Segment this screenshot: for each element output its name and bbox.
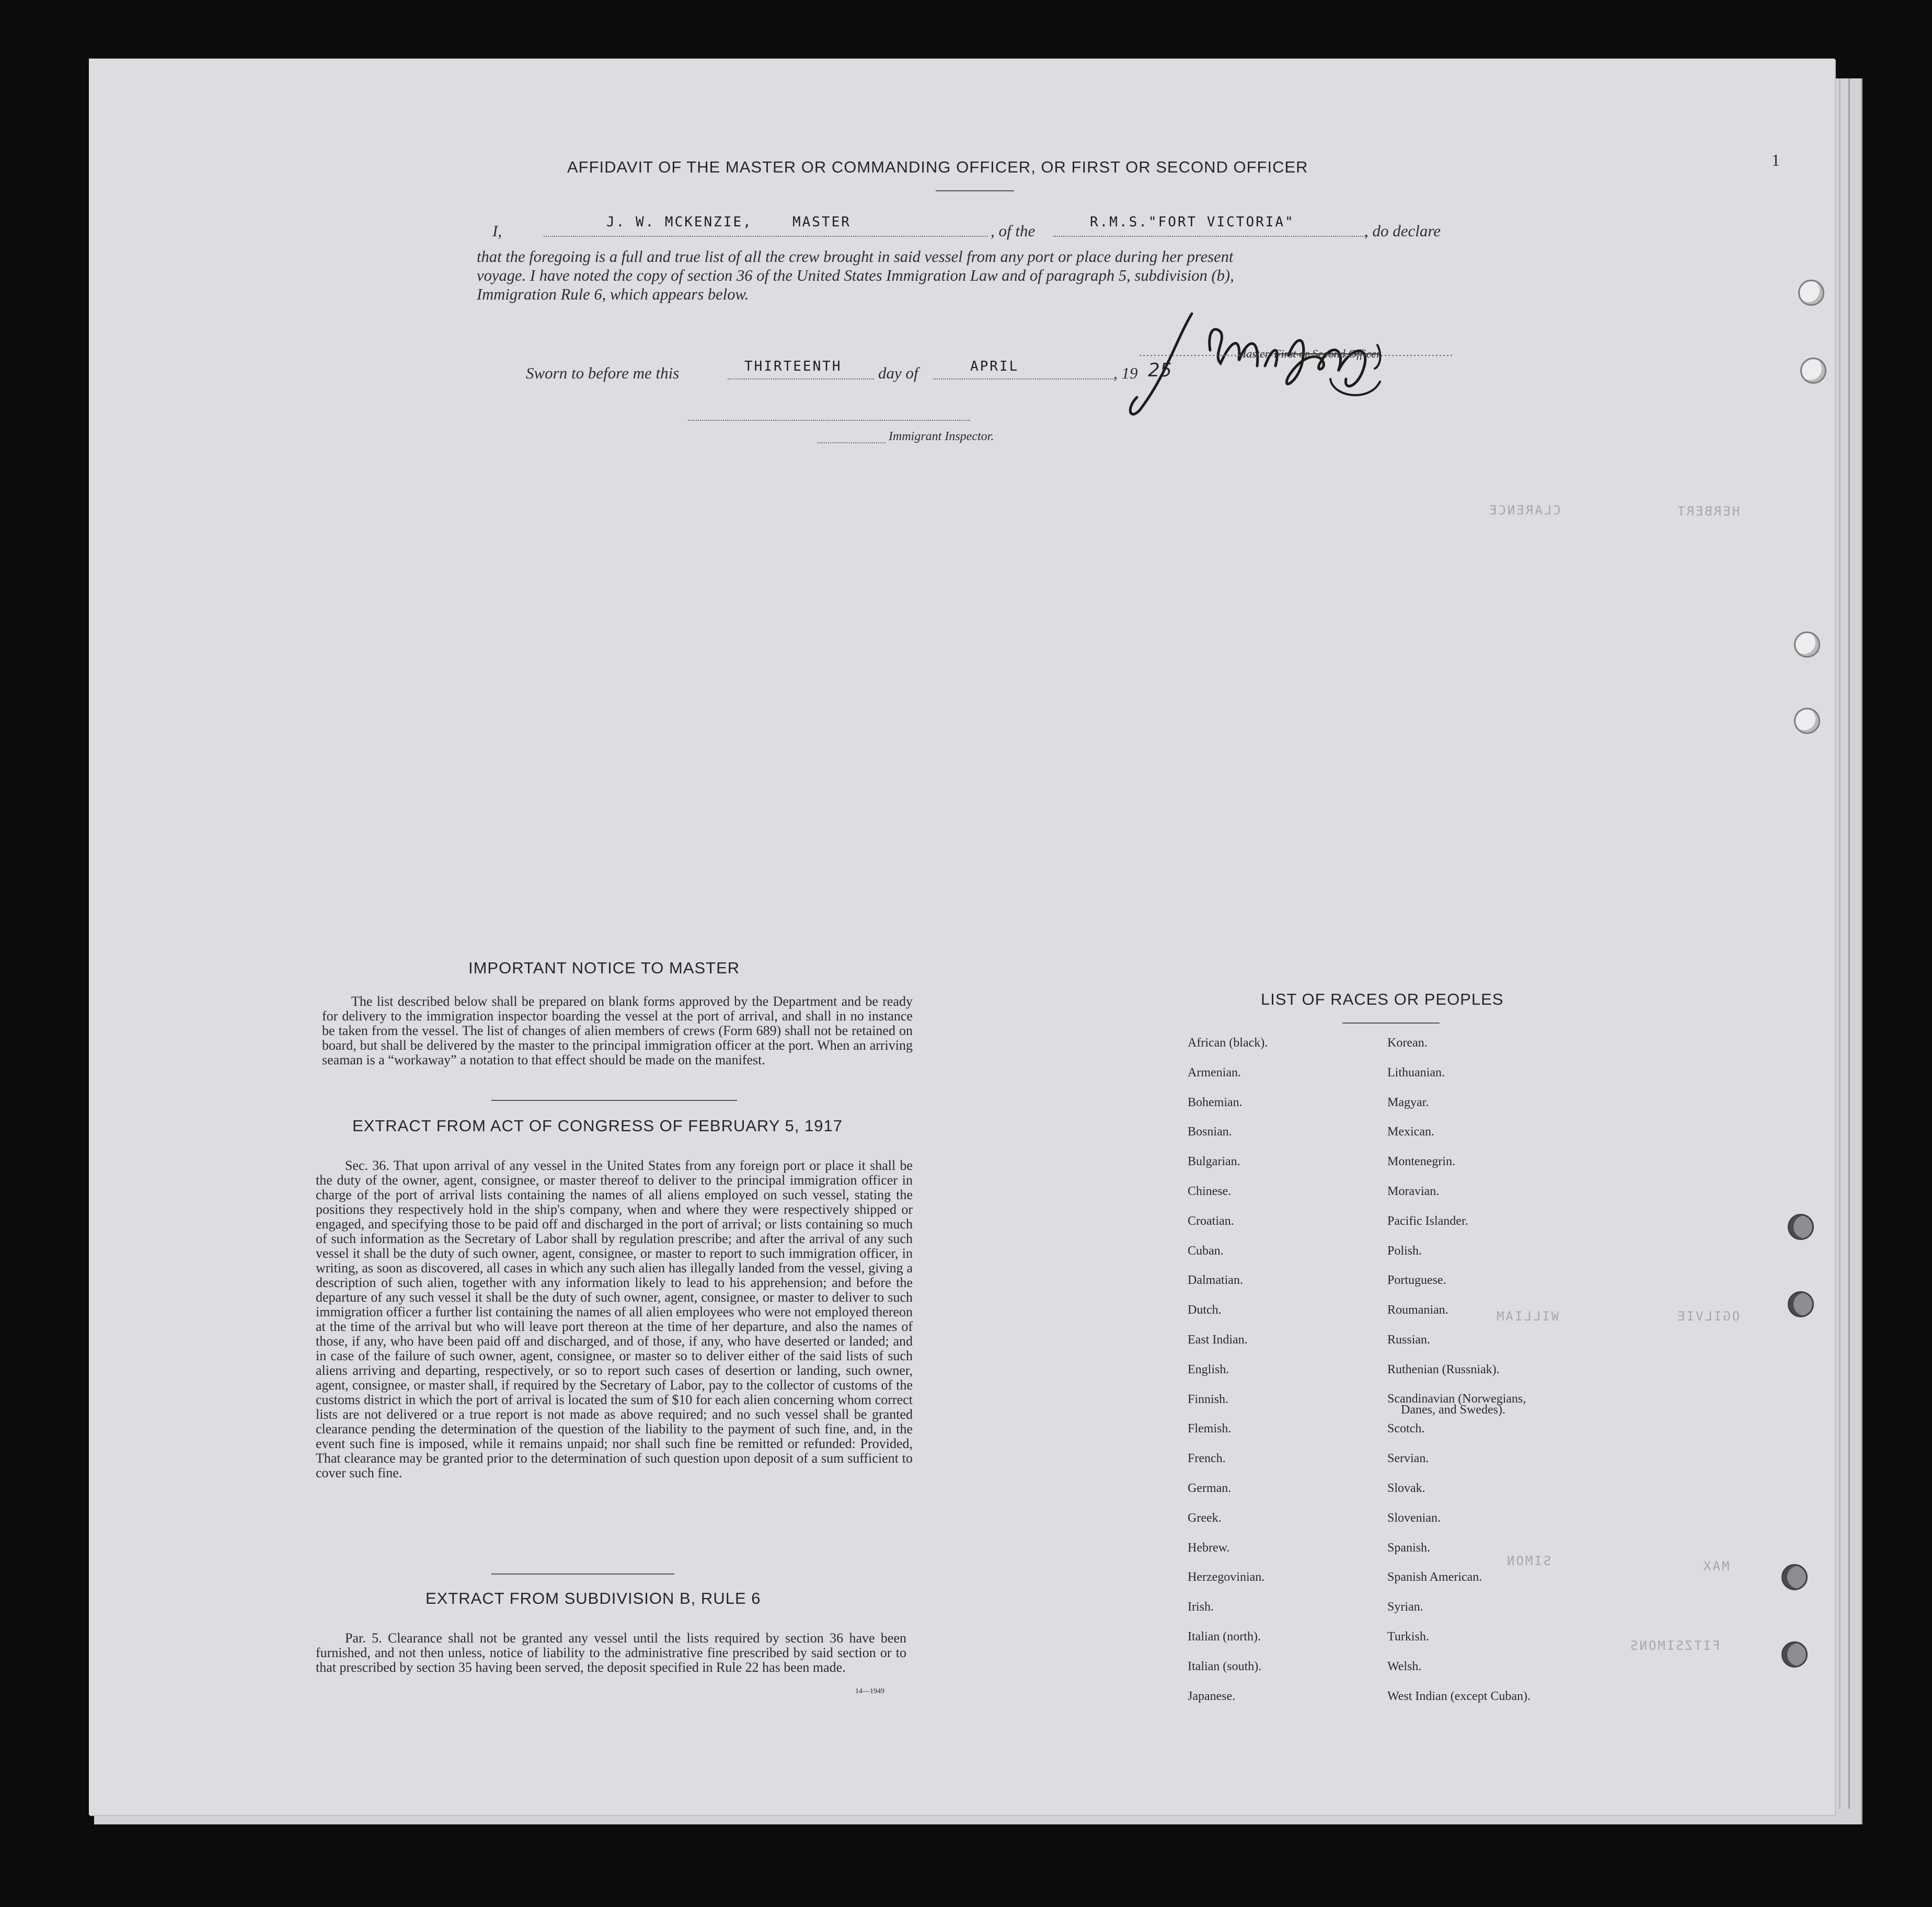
master-name: J. W. MCKENZIE, (606, 214, 753, 230)
year-suffix: 25 (1148, 360, 1172, 381)
ghost-mark: WILLIAM (1495, 1309, 1559, 1324)
race-item: African (black). (1188, 1036, 1268, 1050)
races-heading-rule (1342, 1023, 1440, 1024)
year-prefix: , 19 (1113, 364, 1138, 382)
race-item: Mexican. (1387, 1125, 1434, 1139)
race-item: Spanish. (1387, 1541, 1431, 1555)
race-item: Japanese. (1188, 1689, 1236, 1703)
inspector-caption-line (818, 442, 886, 443)
of-the-label: , of the (991, 222, 1036, 240)
race-item: Ruthenian (Russniak). (1387, 1362, 1500, 1376)
do-declare-label: , do declare (1364, 222, 1441, 240)
race-item: Slovenian. (1387, 1511, 1441, 1525)
ghost-mark: CLARENCE (1488, 503, 1561, 518)
race-item: Hebrew. (1188, 1541, 1230, 1555)
race-item: Lithuanian. (1387, 1065, 1445, 1079)
affidavit-line-2: that the foregoing is a full and true list of all the crew brought in said vessel from any port or place during her present (477, 248, 1234, 266)
race-item: Roumanian. (1387, 1303, 1448, 1317)
race-item: West Indian (except Cuban). (1387, 1689, 1531, 1703)
race-item-continuation: Danes, and Swedes). (1401, 1403, 1505, 1417)
race-item: Polish. (1387, 1244, 1422, 1258)
race-item: Dutch. (1188, 1303, 1222, 1317)
section-rule (491, 1100, 737, 1101)
race-item: Slovak. (1387, 1481, 1425, 1495)
race-item: Italian (south). (1188, 1659, 1262, 1673)
sworn-month: APRIL (970, 359, 1019, 374)
punch-hole (1781, 1641, 1808, 1668)
document-page (89, 59, 1835, 1815)
race-item: Flemish. (1188, 1422, 1232, 1436)
master-signature (1108, 303, 1464, 423)
day-blank-line (728, 378, 874, 380)
vessel-blank-line (1053, 236, 1367, 237)
race-item: East Indian. (1188, 1332, 1248, 1347)
race-item: Scandinavian (Norwegians, (1387, 1392, 1526, 1406)
race-item: Bosnian. (1188, 1125, 1232, 1139)
race-item: German. (1188, 1481, 1232, 1495)
race-item: Italian (north). (1188, 1629, 1261, 1644)
races-heading: LIST OF RACES OR PEOPLES (1261, 990, 1504, 1008)
rule-extract-text: Par. 5. Clearance shall not be granted any vessel until the lists required by section 36 have been furnished, and not then unless, notice of liability to the administrative fine prescribed by said section or to that prescribed by section 35 having been served, the deposit specified in Rule 22 has been made. (316, 1630, 906, 1675)
race-item: Montenegrin. (1387, 1155, 1455, 1169)
vessel-name: R.M.S."FORT VICTORIA" (1090, 214, 1295, 230)
sworn-prefix: Sworn to before me this (526, 364, 680, 382)
punch-hole (1794, 708, 1820, 734)
signature-caption-lead: Master, (1237, 347, 1271, 360)
affidavit-lead: I, (492, 222, 502, 240)
form-number: 14—1949 (855, 1687, 884, 1695)
race-item: Armenian. (1188, 1065, 1241, 1079)
ghost-mark: HERBERT (1676, 504, 1740, 519)
signature-caption (1237, 347, 1383, 361)
act-extract-heading: EXTRACT FROM ACT OF CONGRESS OF FEBRUARY 5, 1917 (352, 1117, 843, 1135)
ghost-mark: FITZSIMONS (1629, 1638, 1720, 1653)
race-item: Moravian. (1387, 1184, 1440, 1198)
ghost-mark: SIMON (1505, 1554, 1551, 1568)
punch-hole (1794, 631, 1820, 658)
affidavit-line-3: voyage. I have noted the copy of section 36 of the United States Immigration Law and of paragraph 5, subdivision (b), (477, 267, 1234, 284)
ghost-mark: MAX (1702, 1559, 1730, 1573)
notice-heading: IMPORTANT NOTICE TO MASTER (468, 959, 740, 977)
race-item: Scotch. (1387, 1422, 1425, 1436)
races-right-column (1387, 1036, 1531, 1719)
act-extract-text: Sec. 36. That upon arrival of any vessel in the United States from any foreign port or place it shall be the duty of the owner, agent, consignee, or master thereof to deliver to the principal immigration officer in charge of the port of arrival lists containing the names of all aliens employed on such vessel, stating the positions they respectively hold in the ship's company, when and where they were respectively shipped or engaged, and specifying those to be paid off and discharged in the port of arrival; or lists containing so much of such information as the Secretary of Labor shall by regulation prescribe; and after the arrival of any such vessel it shall be the duty of such owner, agent, consignee, or master to report to such immigration officer, in writing, as soon as discovered, all cases in which any such alien has illegally landed from the vessel, giving a description of such alien, together with any information likely to lead to his apprehension; and before the departure of any such vessel it shall be the duty of such owner, agent, consignee, or master to deliver to such immigration officer a further list containing the names of all alien employees who were not employed thereon at the time of the arrival but who will leave port thereon at the time of her departure, and also the names of those, if any, who have been paid off and discharged, and of those, if any, who have deserted or landed; and in case of the failure of such owner, agent, consignee, or master so to deliver either of the said lists of such aliens arriving and departing, respectively, or so to report such cases of desertion or landing, such owner, agent, consignee, or master shall, if required by the Secretary of Labor, pay to the collector of customs of the customs district in which the port of arrival is located the sum of $10 for each alien concerning whom correct lists are not delivered or a true report is not made as above required; and no such vessel shall be granted clearance pending the determination of the question of the liability to the payment of such fine, and, in the event such fine is imposed, while it remains unpaid; nor shall such fine be remitted or refunded: Provided, That clearance may be granted prior to the determination of such question upon deposit of a sum sufficient to cover such fine. (316, 1158, 913, 1480)
races-left-column (1188, 1036, 1268, 1719)
race-item: Cuban. (1188, 1244, 1224, 1258)
master-rank: MASTER (792, 214, 851, 230)
race-item: Russian. (1387, 1332, 1431, 1347)
race-item: Servian. (1387, 1452, 1429, 1466)
race-item: Turkish. (1387, 1629, 1429, 1644)
inspector-signature-line (688, 420, 970, 421)
race-item: Portuguese. (1387, 1273, 1446, 1288)
ghost-mark: OGILVIE (1676, 1309, 1740, 1324)
race-item: Chinese. (1188, 1184, 1232, 1198)
name-blank-line (544, 236, 988, 237)
punch-hole (1788, 1214, 1814, 1240)
signature-caption-struck: First or Second Officer (1273, 347, 1380, 360)
sworn-day: THIRTEENTH (744, 359, 842, 374)
race-item: Magyar. (1387, 1095, 1429, 1109)
page-edge-line (1839, 78, 1841, 1809)
section-rule (491, 1573, 674, 1575)
heading-rule (936, 190, 1014, 191)
month-blank-line (933, 378, 1113, 380)
punch-hole (1788, 1291, 1814, 1317)
page-number: 1 (1772, 151, 1780, 169)
race-item: Dalmatian. (1188, 1273, 1243, 1288)
race-item: Spanish American. (1387, 1570, 1482, 1584)
signature-caption-end: . (1379, 347, 1383, 360)
day-of-label: day of (878, 364, 918, 382)
rule-extract-heading: EXTRACT FROM SUBDIVISION B, RULE 6 (426, 1589, 761, 1607)
race-item: Korean. (1387, 1036, 1428, 1050)
race-item: Irish. (1188, 1600, 1214, 1614)
race-item: Finnish. (1188, 1392, 1229, 1406)
punch-hole (1798, 280, 1824, 306)
affidavit-heading: AFFIDAVIT OF THE MASTER OR COMMANDING OFFICER, OR FIRST OR SECOND OFFICER (567, 158, 1308, 176)
race-item: Pacific Islander. (1387, 1214, 1468, 1228)
race-item: Bulgarian. (1188, 1155, 1240, 1169)
punch-hole (1781, 1564, 1808, 1590)
race-item: Greek. (1188, 1511, 1222, 1525)
page-edge-line (1848, 78, 1850, 1809)
race-item: Croatian. (1188, 1214, 1234, 1228)
race-item: Syrian. (1387, 1600, 1423, 1614)
race-item: English. (1188, 1362, 1229, 1376)
notice-text: The list described below shall be prepared on blank forms approved by the Department and be ready for delivery to the immigration inspector boarding the vessel at the port of arrival, and shall in no instance be taken from the vessel. The list of changes of alien members of crews (Form 689) shall not be retained on board, but shall be delivered by the master to the principal immigration officer at the port. When an arriving seaman is a “workaway” a notation to that effect should be made on the manifest. (322, 994, 913, 1067)
punch-hole (1800, 358, 1826, 384)
race-item: Bohemian. (1188, 1095, 1243, 1109)
inspector-caption: Immigrant Inspector. (889, 430, 994, 443)
affidavit-line-4: Immigration Rule 6, which appears below. (477, 285, 749, 303)
race-item: Welsh. (1387, 1659, 1422, 1673)
race-item: French. (1188, 1452, 1226, 1466)
race-item: Herzegovinian. (1188, 1570, 1265, 1584)
